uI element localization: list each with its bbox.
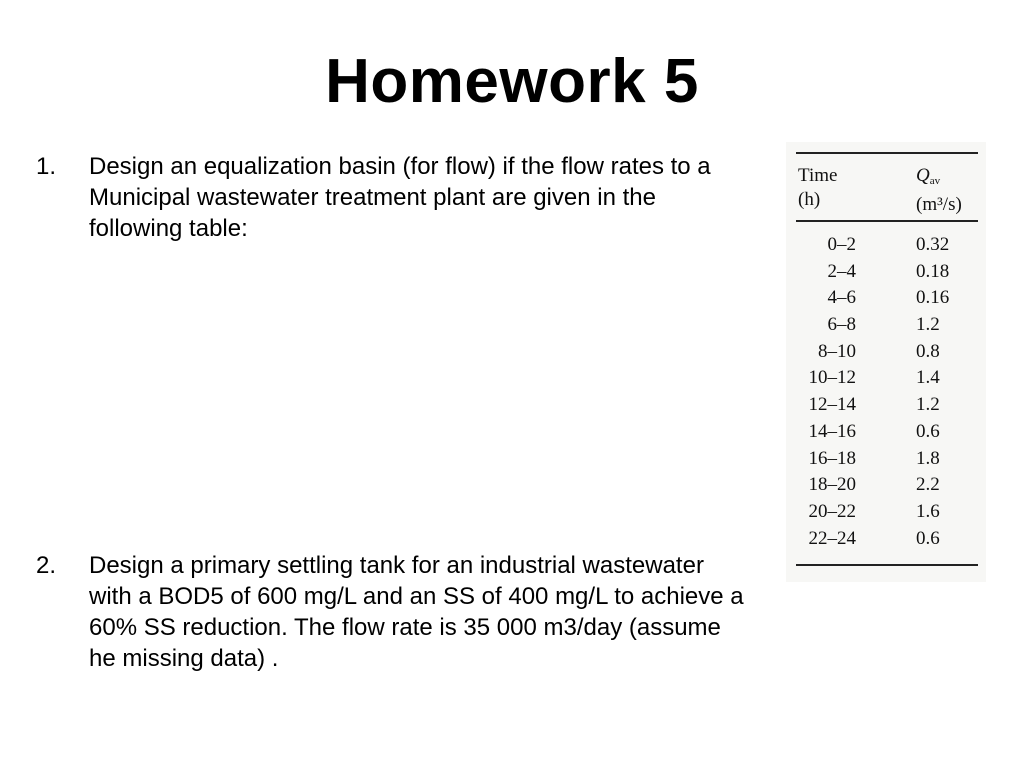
table-row xyxy=(786,259,986,286)
question-1 xyxy=(36,151,716,244)
time-cell: 10–12 xyxy=(808,367,856,389)
question-2-number: 2. xyxy=(36,552,57,579)
flow-cell: 0.8 xyxy=(916,340,940,362)
time-cell: 14–16 xyxy=(808,420,856,442)
table-row xyxy=(786,472,986,499)
table-row xyxy=(786,365,986,392)
flow-cell: 0.16 xyxy=(916,287,950,309)
header-time-unit: (h) xyxy=(798,189,821,210)
flow-cell: 2.2 xyxy=(916,474,940,496)
flow-cell: 0.18 xyxy=(916,260,950,282)
table-row xyxy=(786,392,986,419)
header-time-label: Time xyxy=(798,165,838,186)
slide-title: Homework 5 xyxy=(325,47,699,116)
time-cell: 12–14 xyxy=(808,394,856,416)
time-cell: 0–2 xyxy=(827,234,856,255)
time-cell: 4–6 xyxy=(827,287,856,309)
table-row xyxy=(786,499,986,526)
header-time xyxy=(798,164,868,212)
time-cell: 20–22 xyxy=(808,500,856,522)
time-cell: 16–18 xyxy=(808,447,856,469)
time-cell: 22–24 xyxy=(808,527,856,549)
table-row xyxy=(786,339,986,366)
table-bottom-rule xyxy=(796,564,978,566)
question-2-text: Design a primary settling tank for an industrial wastewater with a BOD5 of 600 mg/L and an SS of 400 mg/L to achieve a 60% SS reduction. The flow rate is 35 000 m3/day (assume he missing data) . xyxy=(89,552,744,672)
table-row xyxy=(786,419,986,446)
header-flow-label xyxy=(916,164,986,193)
flow-rate-table xyxy=(786,142,986,582)
header-flow xyxy=(916,164,986,217)
flow-cell: 0.6 xyxy=(916,420,940,442)
table-row xyxy=(786,312,986,339)
table-row xyxy=(786,285,986,312)
table-row xyxy=(786,446,986,473)
header-flow-unit: (m³/s) xyxy=(916,194,962,215)
flow-cell: 1.4 xyxy=(916,367,940,389)
flow-cell: 0.6 xyxy=(916,527,940,549)
header-flow-subscript: av xyxy=(929,175,941,187)
question-2 xyxy=(36,550,746,674)
time-cell: 6–8 xyxy=(827,314,856,336)
time-cell: 8–10 xyxy=(818,340,856,362)
table-row xyxy=(786,526,986,553)
flow-cell: 1.2 xyxy=(916,394,940,416)
flow-cell: 1.8 xyxy=(916,447,940,469)
table-row xyxy=(786,232,986,259)
flow-cell: 1.2 xyxy=(916,314,940,336)
flow-cell: 1.6 xyxy=(916,500,940,522)
table-body xyxy=(786,232,986,552)
table-top-rule xyxy=(796,152,978,154)
question-1-text: Design an equalization basin (for flow) if the flow rates to a Municipal wastewater treatment plant are given in the following table: xyxy=(89,153,711,242)
time-cell: 18–20 xyxy=(808,474,856,496)
header-flow-symbol: Q xyxy=(916,165,930,186)
flow-cell: 0.32 xyxy=(916,234,950,255)
time-cell: 2–4 xyxy=(827,260,856,282)
question-1-number: 1. xyxy=(36,153,57,180)
table-header-rule xyxy=(796,220,978,222)
